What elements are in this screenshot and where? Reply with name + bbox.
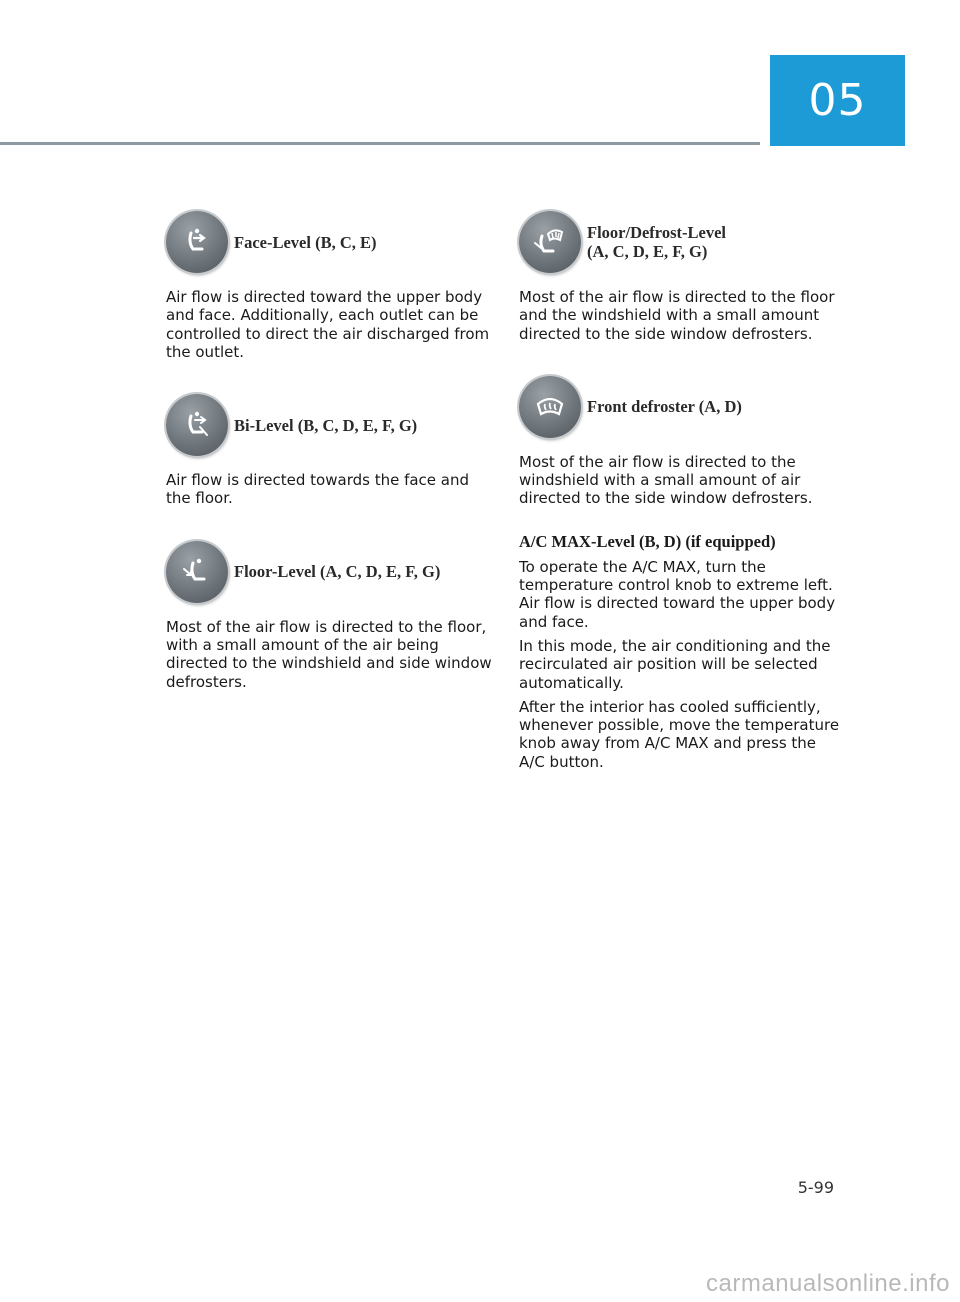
page-number: 5-99 xyxy=(797,1178,834,1197)
mode-description: Most of the air flow is directed to the windshield with a small amount of air directed to the side window defrosters. xyxy=(519,452,813,508)
chapter-tab: 05 xyxy=(770,55,905,146)
watermark: carmanualsonline.info xyxy=(706,1270,950,1297)
mode-description: Air flow is directed toward the upper body and face. Additionally, each outlet can be controlled to direct the air discharged from the outlet. xyxy=(166,288,490,361)
front-defroster-icon xyxy=(519,376,581,438)
mode-face-level xyxy=(166,208,496,361)
ac-max-paragraph: After the interior has cooled sufficiently, whenever possible, move the temperature knob away from A/C MAX and press the A/C button. xyxy=(519,697,840,771)
mode-description: Most of the air flow is directed to the floor and the windshield with a small amount directed to the side window defrosters. xyxy=(519,288,835,343)
mode-floor-defrost-level xyxy=(519,208,841,343)
mode-title xyxy=(587,223,726,261)
mode-floor-level xyxy=(166,538,496,691)
mode-front-defroster xyxy=(519,373,841,508)
mode-title: Bi-Level (B, C, D, E, F, G) xyxy=(234,415,418,435)
floor-level-vent-icon xyxy=(166,541,228,603)
ac-max-paragraph: In this mode, the air conditioning and the recirculated air position will be selected automatically. xyxy=(519,636,831,692)
mode-title: Front defroster (A, D) xyxy=(587,397,742,417)
face-level-vent-icon xyxy=(166,211,228,273)
floor-defrost-level-icon xyxy=(519,211,581,273)
ac-max-heading: A/C MAX-Level (B, D) (if equipped) xyxy=(519,531,776,551)
mode-title: Floor-Level (A, C, D, E, F, G) xyxy=(234,562,441,582)
header-rule xyxy=(0,142,760,145)
mode-bi-level xyxy=(166,391,496,508)
bi-level-vent-icon xyxy=(166,394,228,456)
mode-description: Air flow is directed towards the face and the floor. xyxy=(166,471,470,508)
right-column xyxy=(519,208,841,771)
ac-max-section xyxy=(519,532,841,771)
mode-title-line2: (A, C, D, E, F, G) xyxy=(587,242,708,261)
mode-title: Face-Level (B, C, E) xyxy=(234,232,377,252)
mode-description: Most of the air flow is directed to the floor, with a small amount of the air being directed to the windshield and side window defrosters. xyxy=(166,617,492,691)
left-column xyxy=(166,208,496,721)
mode-title-line1: Floor/Defrost-Level xyxy=(587,223,726,242)
ac-max-paragraph: To operate the A/C MAX, turn the temperature control knob to extreme left. Air flow is directed toward the upper body and face. xyxy=(519,557,836,631)
